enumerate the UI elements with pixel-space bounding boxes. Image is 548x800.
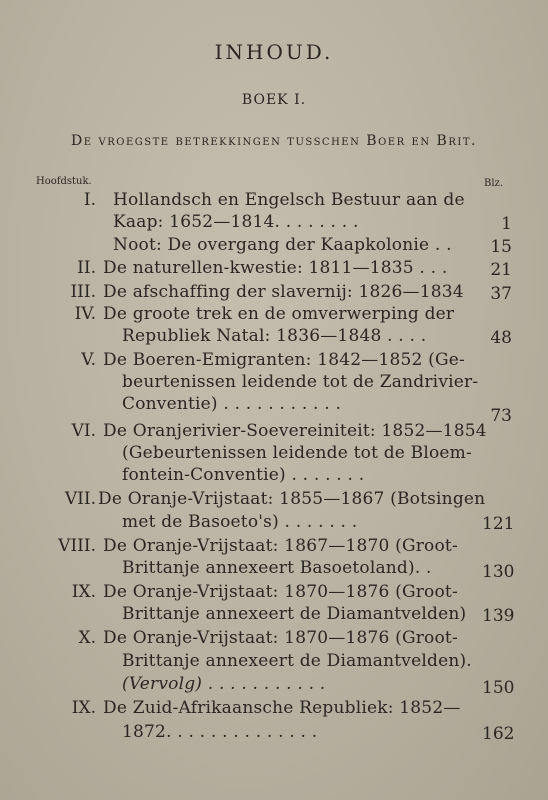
chapter-number: I. xyxy=(83,190,96,210)
book-subtitle: De vroegste betrekkingen tusschen Boer en Brit. xyxy=(71,133,477,149)
chapter-title-line: Republiek Natal: 1836—1848 . . . . xyxy=(122,326,427,346)
chapter-title-line: 1872. . . . . . . . . . . . . . xyxy=(122,722,318,742)
page-number: 73 xyxy=(490,406,512,426)
chapter-title-line: Hollandsch en Engelsch Bestuur aan de xyxy=(113,190,465,210)
chapter-number: IX. xyxy=(71,582,96,602)
chapter-title-line: De Oranje-Vrijstaat: 1867—1870 (Groot- xyxy=(103,536,458,556)
page-number: 37 xyxy=(490,284,512,304)
chapter-number: VII. xyxy=(64,489,96,509)
chapter-title-line: De Oranje-Vrijstaat: 1870—1876 (Groot- xyxy=(103,628,458,648)
chapter-title-line: beurtenissen leidende tot de Zandrivier- xyxy=(122,372,479,392)
chapter-title-line: (Gebeurtenissen leidende tot de Bloem- xyxy=(122,443,472,463)
chapter-title-line: Brittanje annexeert de Diamantvelden) xyxy=(122,604,467,624)
chapter-title-line: Conventie) . . . . . . . . . . . xyxy=(122,394,342,414)
chapter-number: II. xyxy=(77,258,96,278)
chapter-column-header: Hoofdstuk. xyxy=(36,176,92,187)
page-number: 121 xyxy=(482,514,515,534)
page-number: 21 xyxy=(490,260,512,280)
chapter-title-line: De Oranjerivier-Soevereiniteit: 1852—1854 xyxy=(103,421,487,441)
chapter-title-line: (Vervolg) . . . . . . . . . . . xyxy=(122,674,326,694)
chapter-title-line: Brittanje annexeert Basoetoland). . xyxy=(122,558,432,578)
page-number: 139 xyxy=(482,606,515,626)
chapter-title-line: De Oranje-Vrijstaat: 1870—1876 (Groot- xyxy=(103,582,458,602)
page-number: 1 xyxy=(501,214,512,234)
chapter-title-line: met de Basoeto's) . . . . . . . xyxy=(122,512,358,532)
page-number: 15 xyxy=(490,237,512,257)
chapter-number: VI. xyxy=(71,421,96,441)
chapter-number: X. xyxy=(78,628,96,648)
chapter-number: VIII. xyxy=(58,536,96,556)
page-number: 162 xyxy=(482,724,515,744)
page-column-header: Blz. xyxy=(484,178,503,189)
chapter-title-line: De naturellen-kwestie: 1811—1835 . . . xyxy=(103,258,448,278)
chapter-title-line: Brittanje annexeert de Diamantvelden). xyxy=(122,651,472,671)
chapter-title-line: De Boeren-Emigranten: 1842—1852 (Ge- xyxy=(103,350,465,370)
chapter-number: V. xyxy=(81,350,96,370)
page-number: 150 xyxy=(482,678,515,698)
page-number: 48 xyxy=(490,328,512,348)
page-title: INHOUD. xyxy=(214,40,334,64)
chapter-title-line: De Oranje-Vrijstaat: 1855—1867 (Botsingen xyxy=(98,489,486,509)
chapter-title-line: fontein-Conventie) . . . . . . . xyxy=(122,465,365,485)
chapter-title-line: De Zuid-Afrikaansche Republiek: 1852— xyxy=(103,698,461,718)
chapter-title-line: De afschaffing der slavernij: 1826—1834 xyxy=(103,282,464,302)
book-heading: BOEK I. xyxy=(241,92,307,108)
chapter-number: IV. xyxy=(74,304,96,324)
chapter-number: IX. xyxy=(71,698,96,718)
chapter-title-line: Noot: De overgang der Kaapkolonie . . xyxy=(113,235,452,255)
chapter-title-line: De groote trek en de omverwerping der xyxy=(103,304,455,324)
chapter-title-line: Kaap: 1652—1814. . . . . . . . xyxy=(113,212,359,232)
page-number: 130 xyxy=(482,562,515,582)
chapter-number: III. xyxy=(70,282,96,302)
